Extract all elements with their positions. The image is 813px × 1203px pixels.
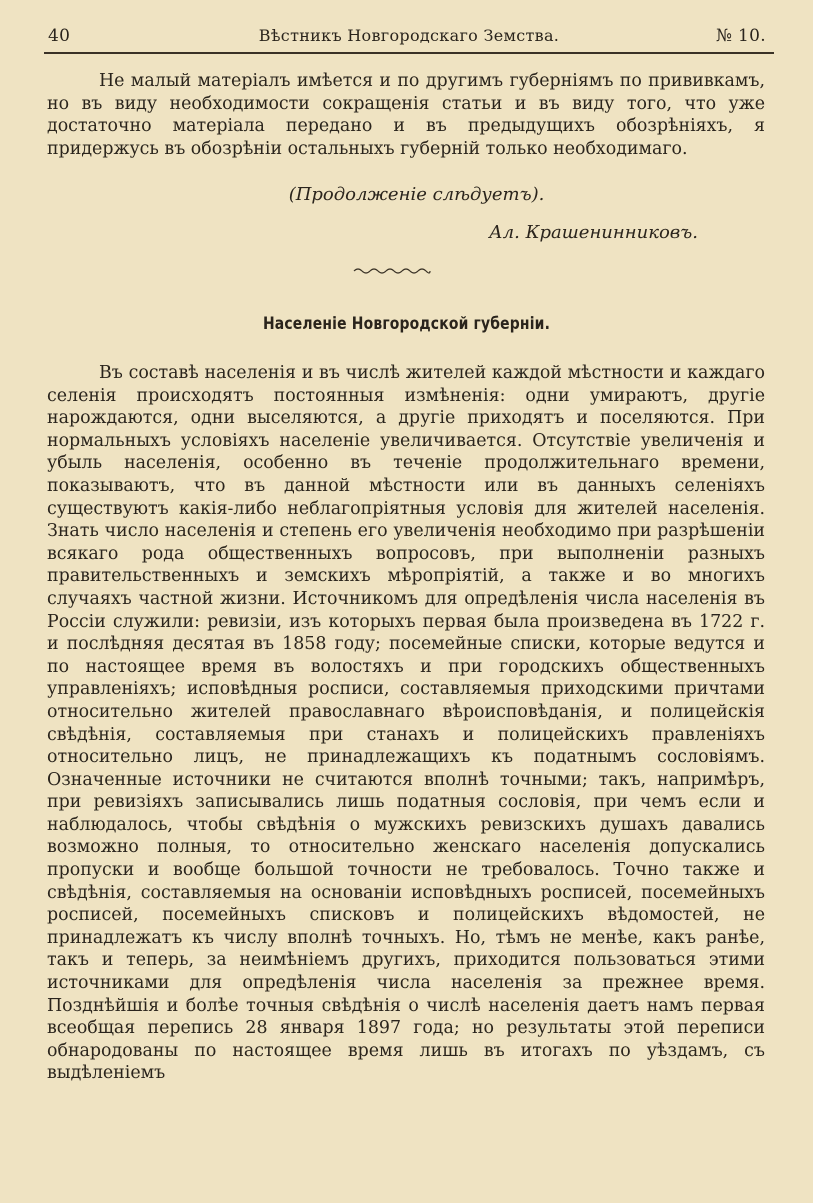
issue-number: № 10. (715, 26, 766, 46)
intro-paragraph: Не малый матеріалъ имѣется и по другимъ губерніямъ по прививкамъ, но въ виду необходимости сокращенія статьи и въ виду того, что уже достаточно матеріала передано и въ предыдущихъ обозрѣніяхъ, я придержусь въ обозрѣніи остальныхъ губерній только необходимаго. (47, 71, 765, 159)
running-header (44, 22, 774, 54)
page-number: 40 (48, 26, 71, 46)
author-signature: Ал. Крашенинниковъ. (489, 222, 698, 243)
journal-title: Вѣстникъ Новгородскаго Земства. (258, 26, 560, 45)
section-title: Населеніе Новгородской губерніи. (262, 314, 551, 334)
continuation-note: (Продолженіе слѣдуетъ). (288, 184, 545, 205)
section-paragraph: Въ составѣ населенія и въ числѣ жителей каждой мѣстности и каждаго селенія происходятъ постоянныя измѣненія: одни умираютъ, другіе нарождаются, одни выселяются, а другіе приходятъ и поселяются. При нормальныхъ условіяхъ населеніе увеличивается. Отсутствіе увеличенія и убыль населенія, особенно въ теченіе продолжительнаго времени, показываютъ, что въ данной мѣстности или въ данныхъ селеніяхъ существуютъ какія-либо неблагопріятныя условія для жителей населенія. Знать число населенія и степень его увеличенія необходимо при разрѣшеніи всякаго рода общественныхъ вопросовъ, при выполненіи разныхъ правительственныхъ и земскихъ мѣропріятій, а также и во многихъ случаяхъ частной жизни. Источникомъ для опредѣленія числа населенія въ Россіи служили: ревизіи, изъ которыхъ первая была произведена въ 1722 г. и послѣдняя десятая въ 1858 году; посемейные списки, которые ведутся и по настоящее время въ волостяхъ и при городскихъ общественныхъ управленіяхъ; исповѣдныя росписи, составляемыя приходскими причтами относительно жителей православнаго вѣроисповѣданія, и полицейскія свѣдѣнія, составляемыя при станахъ и полицейскихъ правленіяхъ относительно лицъ, не принадлежащихъ къ податнымъ сословіямъ. Означенные источники не считаются вполнѣ точными; такъ, напримѣръ, при ревизіяхъ записывались лишь податныя сословія, при чемъ если и наблюдалось, чтобы свѣдѣнія о мужскихъ ревизскихъ душахъ давались возможно полныя, то относительно женскаго населенія допускались пропуски и вообще большой точности не требовалось. Точно также и свѣдѣнія, составляемыя на основаніи исповѣдныхъ росписей, посемейныхъ росписей, посемейныхъ списковъ и полицейскихъ вѣдомостей, не принадлежатъ къ числу вполнѣ точныхъ. Но, тѣмъ не менѣе, какъ ранѣе, такъ и теперь, за неимѣніемъ другихъ, приходится пользоваться этими источниками для опредѣленія числа населенія за прежнее время. Позднѣйшія и болѣе точныя свѣдѣнія о числѣ населенія даетъ намъ первая всеобщая перепись 28 января 1897 года; но результаты этой переписи обнародованы по настоящее время лишь въ итогахъ по уѣздамъ, съ выдѣленіемъ (47, 363, 765, 1084)
divider-ornament (352, 266, 432, 276)
